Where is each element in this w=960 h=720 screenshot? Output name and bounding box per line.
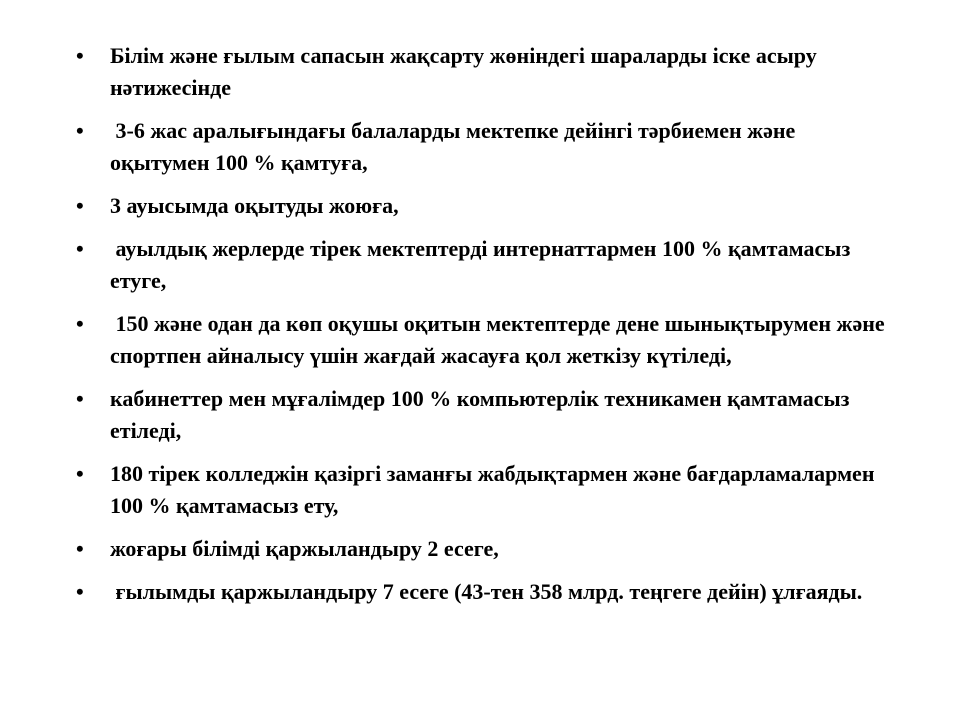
bullet-text: Білім және ғылым сапасын жақсарту жөніндегі шараларды іске асыру нәтижесінде [110, 43, 823, 100]
bullet-icon: • [76, 43, 84, 68]
bullet-text: 3-6 жас аралығындағы балаларды мектепке дейінгі тәрбиемен және оқытумен 100 % қамтуға, [110, 118, 801, 175]
bullet-icon: • [76, 236, 84, 261]
bullet-item [72, 533, 892, 565]
bullet-text: 150 және одан да көп оқушы оқитын мектептерде дене шынықтырумен және спортпен айналысу үшін жағдай жасауға қол жеткізу күтіледі, [110, 311, 891, 368]
bullet-text: жоғары білімді қаржыландыру 2 есеге, [110, 536, 499, 561]
bullet-icon: • [76, 461, 84, 486]
bullet-item [72, 576, 892, 608]
bullet-icon: • [76, 193, 84, 218]
bullet-text: 3 ауысымда оқытуды жоюға, [110, 193, 399, 218]
bullet-list [72, 40, 892, 619]
bullet-icon: • [76, 386, 84, 411]
bullet-item [72, 40, 892, 104]
bullet-text: ауылдық жерлерде тірек мектептерді интернаттармен 100 % қамтамасыз етуге, [110, 236, 856, 293]
bullet-text: кабинеттер мен мұғалімдер 100 % компьютерлік техникамен қамтамасыз етіледі, [110, 386, 856, 443]
bullet-text: ғылымды қаржыландыру 7 есеге (43-тен 358 млрд. теңгеге дейін) ұлғаяды. [110, 579, 863, 604]
bullet-text: 180 тірек колледжін қазіргі заманғы жабдықтармен және бағдарламалармен 100 % қамтамасыз ету, [110, 461, 880, 518]
bullet-item [72, 383, 892, 447]
bullet-icon: • [76, 579, 84, 604]
bullet-icon: • [76, 536, 84, 561]
bullet-item [72, 115, 892, 179]
bullet-item [72, 190, 892, 222]
bullet-item [72, 458, 892, 522]
bullet-item [72, 308, 892, 372]
bullet-icon: • [76, 118, 84, 143]
bullet-icon: • [76, 311, 84, 336]
bullet-item [72, 233, 892, 297]
